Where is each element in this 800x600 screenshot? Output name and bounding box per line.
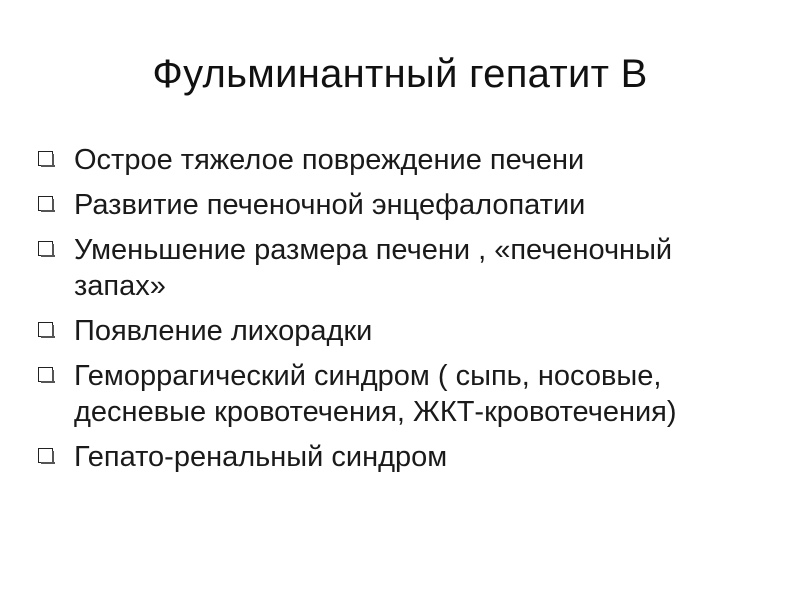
checkbox-square-icon (38, 151, 53, 166)
bullet-item (38, 439, 768, 475)
bullet-text: Геморрагический синдром ( сыпь, носовые, десневые кровотечения, ЖКТ-кровотечения) (74, 360, 677, 428)
bullet-item (38, 313, 768, 349)
bullet-text: Гепато-ренальный синдром (74, 441, 448, 473)
bullet-text: Развитие печеночной энцефалопатии (74, 189, 586, 221)
bullet-item (38, 232, 768, 304)
checkbox-square-icon (38, 367, 53, 382)
bullet-item (38, 142, 768, 178)
bullet-list (38, 142, 768, 484)
bullet-text: Появление лихорадки (74, 315, 373, 347)
slide-title: Фульминантный гепатит В (152, 52, 648, 96)
checkbox-square-icon (38, 241, 53, 256)
bullet-item (38, 187, 768, 223)
checkbox-square-icon (38, 196, 53, 211)
bullet-text: Уменьшение размера печени , «печеночный запах» (74, 234, 673, 302)
bullet-text: Острое тяжелое повреждение печени (74, 144, 585, 176)
bullet-item (38, 358, 768, 430)
checkbox-square-icon (38, 448, 53, 463)
checkbox-square-icon (38, 322, 53, 337)
